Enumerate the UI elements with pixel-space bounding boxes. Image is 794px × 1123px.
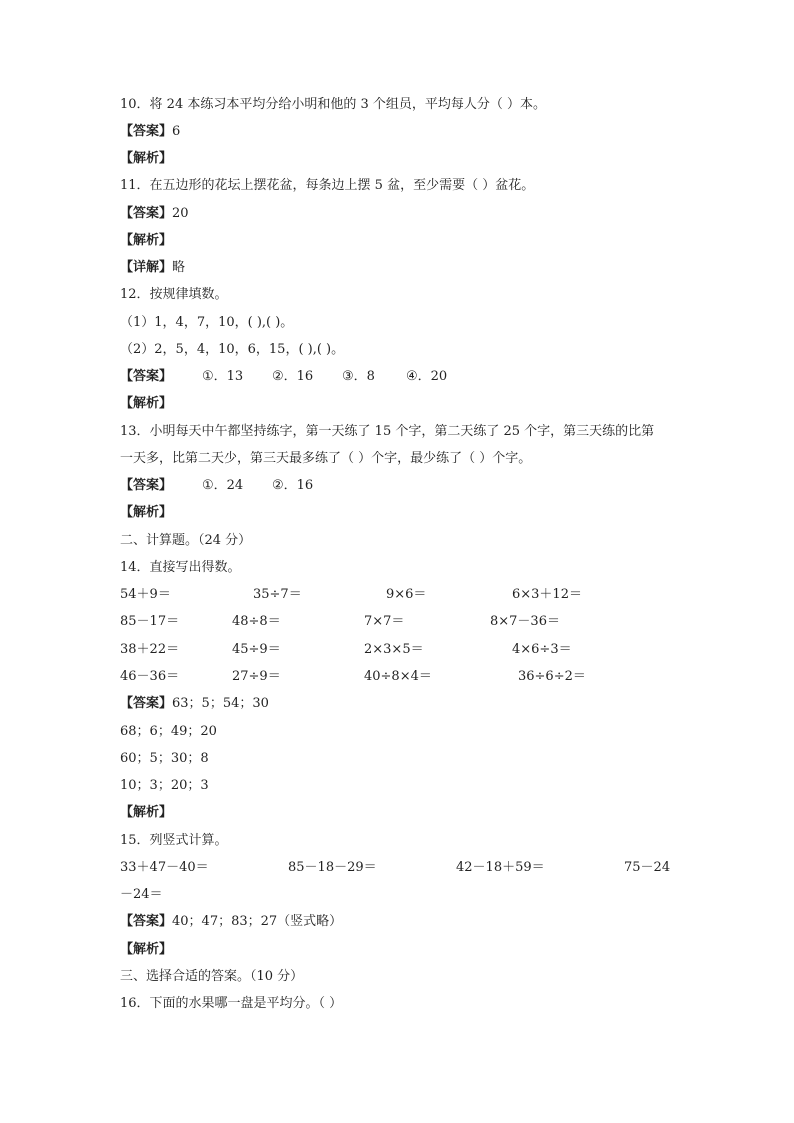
q15-answer [120, 912, 674, 932]
q12-stem: 12．按规律填数。 [120, 287, 228, 302]
q15-items [120, 858, 674, 878]
expression: 42－18＋59＝ [456, 860, 545, 875]
q14-analysis-tag: 【解析】 [120, 805, 173, 820]
expression: 85－17＝ [120, 614, 180, 629]
expression: 85－18－29＝ [288, 860, 377, 875]
q13-analysis-tag: 【解析】 [120, 505, 173, 520]
q11-answer [120, 204, 674, 224]
q16-stem: 16．下面的水果哪一盘是平均分。（ ） [120, 996, 343, 1011]
q10-analysis-tag: 【解析】 [120, 151, 173, 166]
q13-stem-line2: 一天多，比第二天少，第三天最多练了（ ）个字，最少练了（ ）个字。 [120, 451, 532, 466]
expression: 54＋9＝ [120, 587, 171, 602]
q12-analysis-tag: 【解析】 [120, 396, 173, 411]
answer-line: 60；5；30；8 [120, 751, 209, 766]
q14-stem: 14．直接写出得数。 [120, 560, 241, 575]
answer-1: ①．24 [202, 478, 244, 493]
q12-answer [120, 367, 674, 387]
q13-stem-line1: 13．小明每天中午都坚持练字，第一天练了 15 个字，第二天练了 25 个字，第三天练的比第 [120, 424, 655, 439]
section2-title: 二、计算题。（24 分） [120, 533, 252, 548]
answer-tag: 【答案】 [120, 124, 173, 139]
q11-detail [120, 258, 674, 278]
answer-tag: 【答案】 [120, 914, 173, 929]
section3-title: 三、选择合适的答案。（10 分） [120, 969, 304, 984]
answer-line: 68；6；49；20 [120, 724, 217, 739]
expression: 4×6÷3＝ [512, 642, 572, 657]
q12-part1: （1）1，4，7，10，( ),( )。 [120, 315, 294, 330]
q15-stem: 15．列竖式计算。 [120, 833, 228, 848]
answer-tag: 【答案】 [120, 478, 173, 493]
answer-value: 40；47；83；27（竖式略） [172, 914, 343, 929]
expression: 33＋47－40＝ [120, 860, 209, 875]
q12-part2: （2）2，5，4，10，6，15，( ),( )。 [120, 342, 345, 357]
expression: 7×7＝ [364, 614, 405, 629]
q13-answer [120, 476, 674, 496]
q10-answer [120, 122, 674, 142]
expression: 75－24 [624, 860, 671, 875]
q11-analysis-tag: 【解析】 [120, 233, 173, 248]
answer-2: ②．16 [272, 369, 314, 384]
answer-3: ③．8 [342, 369, 375, 384]
answer-4: ④．20 [406, 369, 448, 384]
q11-stem: 11．在五边形的花坛上摆花盆，每条边上摆 5 盆，至少需要（ ）盆花。 [120, 178, 535, 193]
q15-wrap: －24＝ [120, 887, 163, 902]
expression: 36÷6÷2＝ [518, 669, 586, 684]
answer-2: ②．16 [272, 478, 314, 493]
expression: 6×3＋12＝ [512, 587, 582, 602]
answer-line: 63；5；54；30 [172, 696, 269, 711]
detail-value: 略 [172, 260, 186, 275]
answer-tag: 【答案】 [120, 696, 173, 711]
answer-tag: 【答案】 [120, 206, 173, 221]
expression: 48÷8＝ [232, 614, 281, 629]
answer-line: 10；3；20；3 [120, 778, 209, 793]
expression: 45÷9＝ [232, 642, 281, 657]
expression: 35÷7＝ [253, 587, 302, 602]
expression: 9×6＝ [386, 587, 427, 602]
expression: 46－36＝ [120, 669, 180, 684]
q14-answer [120, 694, 674, 714]
expression: 27÷9＝ [232, 669, 281, 684]
answer-tag: 【答案】 [120, 369, 173, 384]
q15-analysis-tag: 【解析】 [120, 942, 173, 957]
expression: 8×7－36＝ [490, 614, 560, 629]
q14-row [120, 585, 674, 605]
answer-value: 6 [172, 124, 181, 139]
answer-value: 20 [172, 206, 189, 221]
answer-1: ①．13 [202, 369, 244, 384]
q14-row [120, 612, 674, 632]
expression: 40÷8×4＝ [364, 669, 432, 684]
expression: 38＋22＝ [120, 642, 180, 657]
q14-row [120, 640, 674, 660]
q10-stem: 10．将 24 本练习本平均分给小明和他的 3 个组员，平均每人分（ ）本。 [120, 97, 547, 112]
q14-row [120, 667, 674, 687]
detail-tag: 【详解】 [120, 260, 173, 275]
expression: 2×3×5＝ [364, 642, 424, 657]
